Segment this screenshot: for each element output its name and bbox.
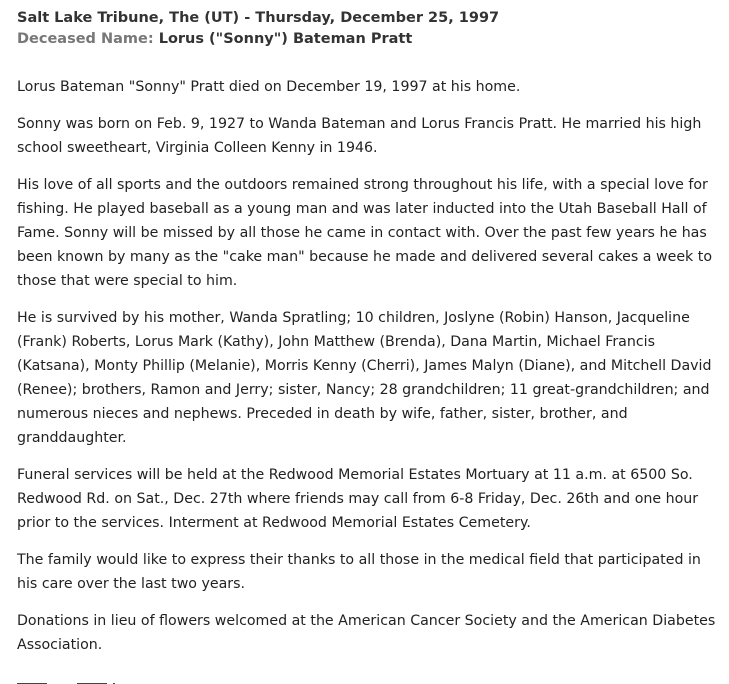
deceased-name-label: Deceased Name: [17,31,154,47]
obituary-body [17,75,717,670]
obituary-header [17,8,717,50]
obituary-paragraph-thanks: The family would like to express their thanks to all those in the medical field that participated in his care over the last two years. [17,552,701,592]
obituary-paragraph-death: Lorus Bateman "Sonny" Pratt died on December 19, 1997 at his home. [17,79,521,95]
obituary-paragraph-donations: Donations in lieu of flowers welcomed at the American Cancer Society and the American Diabetes Association. [17,613,716,653]
obituary-paragraph-survivors: He is survived by his mother, Wanda Spratling; 10 children, Joslyne (Robin) Hanson, Jacqueline (Frank) Roberts, Lorus Mark (Kathy), John Matthew (Brenda), Dana Martin, Michael Francis (Katsana), Monty Phillip (Melanie), Morris Kenny (Cherri), James Malyn (Diane), and Mitchell David (Renee); brothers, Ramon and Jerry; sister, Nancy; 28 grandchildren; 11 great-grandchildren; and numerous nieces and nephews. Preceded in death by wife, father, sister, brother, and granddaughter. [17,310,712,446]
deceased-name-line [17,28,717,50]
obituary-paragraph-life: His love of all sports and the outdoors remained strong throughout his life, with a special love for fishing. He played baseball as a young man and was later inducted into the Utah Baseball Hall of Fame. Sonny will be missed by all those he came in contact with. Over the past few years he has been known by many as the "cake man" because he made and delivered several cakes a week to those that were special to him. [17,177,713,289]
obituary-paragraph-birth: Sonny was born on Feb. 9, 1927 to Wanda Bateman and Lorus Francis Pratt. He married his high school sweetheart, Virginia Colleen Kenny in 1946. [17,116,702,156]
deceased-name-value: Lorus ("Sonny") Bateman Pratt [158,31,413,47]
obituary-paragraph-services: Funeral services will be held at the Redwood Memorial Estates Mortuary at 11 a.m. at 6500 So. Redwood Rd. on Sat., Dec. 27th where friends may call from 6-8 Friday, Dec. 26th and one hour prior to the services. Interment at Redwood Memorial Estates Cemetery. [17,467,699,531]
cropped-text-fragment [17,672,137,684]
publication-source: Salt Lake Tribune, The (UT) - Thursday, December 25, 1997 [17,10,500,26]
